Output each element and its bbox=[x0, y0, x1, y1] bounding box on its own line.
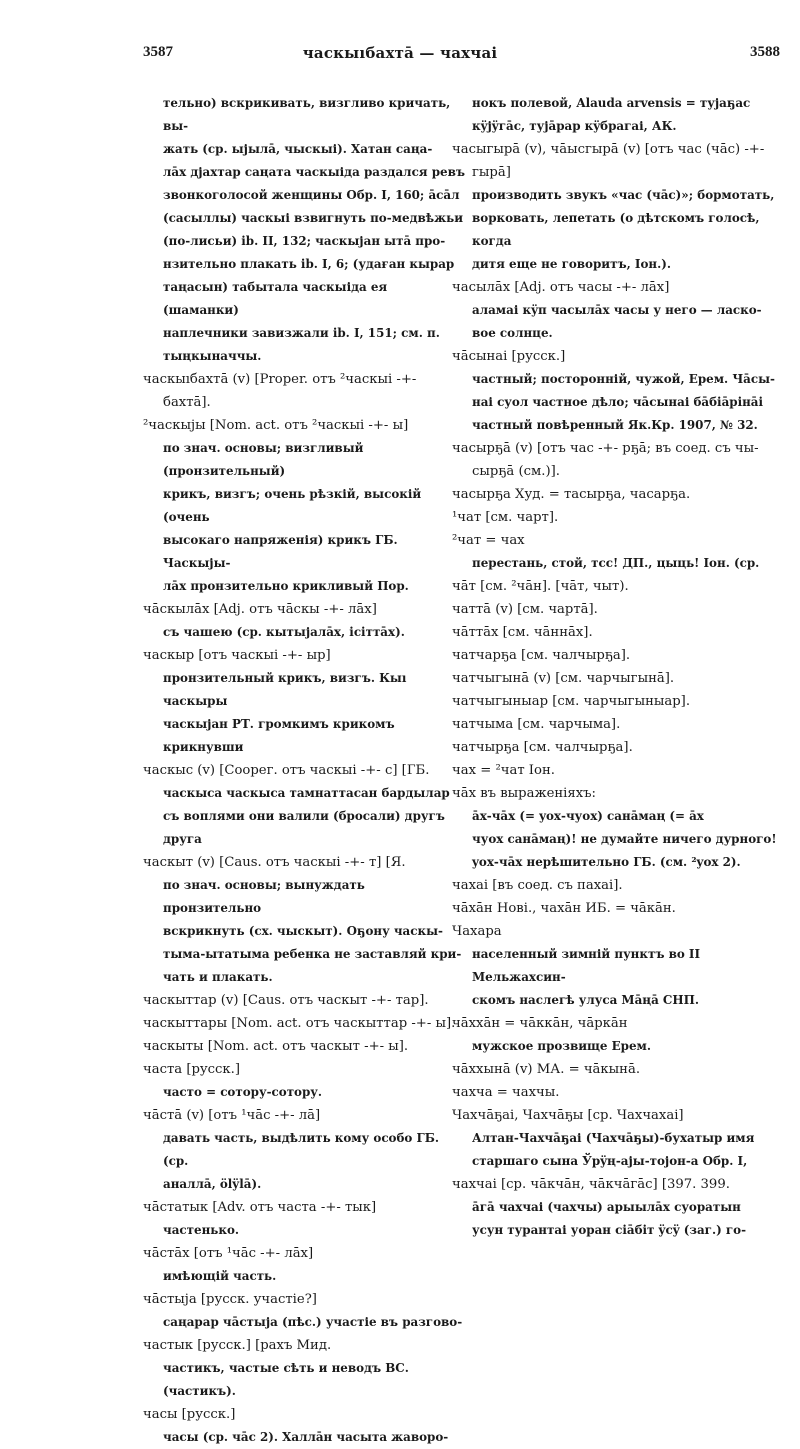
dictionary-definition-line: āгā чахчаі (чахчы) арыылāх суоратын bbox=[472, 1200, 741, 1214]
dictionary-definition-line: высокаго напряженія) крикъ ГБ. Часкыјы- bbox=[163, 533, 398, 570]
dictionary-headword-line: чāстāх [отъ ¹чāс -+- лāх] bbox=[143, 1246, 314, 1261]
dictionary-definition-line: чуох санāмаң)! не думайте ничего дурного! bbox=[472, 832, 777, 846]
dictionary-headword-line: часкыттары [Nom. act. отъ часкыттар -+- ы]. bbox=[143, 1016, 456, 1031]
dictionary-definition-line: населенный зимній пунктъ во II Мельжахсин- bbox=[472, 947, 701, 984]
dictionary-definition-line: звонкоголосой женщины Обр. I, 160; āсāл bbox=[163, 188, 460, 202]
dictionary-headword-line: Чахара bbox=[452, 924, 502, 939]
dictionary-headword-line: часкыт (v) [Caus. отъ часкыі -+- т] [Я. bbox=[143, 855, 406, 870]
dictionary-headword-line: чāстыја [русск. участіе?] bbox=[143, 1292, 317, 1307]
dictionary-headword-line: ²чат = чах bbox=[452, 533, 525, 548]
dictionary-headword-line: часта [русск.] bbox=[143, 1062, 241, 1077]
dictionary-headword-line: часкыттар (v) [Caus. отъ часкыт -+- тар]. bbox=[143, 993, 429, 1008]
dictionary-definition-line: жать (ср. ыјылā, чыскыі). Хатан саңа- bbox=[163, 142, 433, 156]
page-number-left: 3587 bbox=[143, 44, 173, 60]
dictionary-definition-line: старшаго сына Ўрÿң-ајы-тојон-а Обр. I, bbox=[472, 1154, 748, 1168]
dictionary-definition-line: нзительно плакать ib. I, 6; (удаған кырар bbox=[163, 257, 455, 271]
dictionary-definition-line: усун турантаі уоран сiāбiт ÿсÿ (заг.) го- bbox=[472, 1223, 747, 1237]
dictionary-headword-line: чатчарҕа [см. чалчырҕа]. bbox=[452, 648, 631, 663]
dictionary-definition-line: аламаі кÿп часылāх часы у него — ласко- bbox=[472, 303, 762, 317]
dictionary-definition-line: вскрикнуть (сх. чыскыт). Оҕону часкы- bbox=[163, 924, 443, 938]
dictionary-headword-line: чāх въ выраженіяхъ: bbox=[452, 786, 596, 801]
dictionary-definition-line: частный; посторонній, чужой, Ерем. Чāсы- bbox=[472, 372, 775, 386]
dictionary-headword-line: часырҕа Худ. = тасырҕа, часарҕа. bbox=[452, 487, 691, 502]
dictionary-definition-line: лāх дјахтар саңата часкыіда раздался ревъ bbox=[163, 165, 465, 179]
dictionary-definition-line: чать и плакать. bbox=[163, 970, 273, 984]
dictionary-headword-line: чāскылāх [Adj. отъ чāскы -+- лāх] bbox=[143, 602, 377, 617]
dictionary-definition-line: нокъ полевой, Alauda arvensis = тујаҕас bbox=[472, 96, 751, 110]
page-header bbox=[0, 44, 800, 74]
dictionary-definition-line: аналлā, ölÿlā). bbox=[163, 1177, 262, 1191]
dictionary-definition-line: кÿјÿгāс, тујāрар кÿбрагаі, АК. bbox=[472, 119, 677, 133]
dictionary-headword-line: чахча = чахчы. bbox=[452, 1085, 560, 1100]
dictionary-definition-line: сырҕā (см.)]. bbox=[472, 464, 560, 479]
dictionary-headword-line: чахчаі [ср. чāкчāн, чāкчāгāс] [397. 399. bbox=[452, 1177, 730, 1192]
dictionary-definition-line: (по-лисьи) ib. II, 132; часкыјан ытā про- bbox=[163, 234, 446, 248]
dictionary-definition-line: скомъ наслегѣ улуса Мāңā СНП. bbox=[472, 993, 699, 1007]
dictionary-definition-line: лāх пронзительно крикливый Пор. bbox=[163, 579, 409, 593]
dictionary-definition-line: часкыјан РТ. громкимъ крикомъ крикнувши bbox=[163, 717, 395, 754]
dictionary-definition-line: наі суол частное дѣло; чāсынаі бāбiāрiнāi bbox=[472, 395, 764, 409]
dictionary-definition-line: пронзительный крикъ, визгъ. Кыı часкыры bbox=[163, 671, 407, 708]
dictionary-definition-line: тельно) вскрикивать, визгливо кричать, вы- bbox=[163, 96, 451, 133]
dictionary-definition-line: саңарар чāстыја (пѣс.) участіе въ разгово- bbox=[163, 1315, 463, 1329]
dictionary-headword-line: чаттā (v) [см. чартā]. bbox=[452, 602, 598, 617]
dictionary-definition-line: мужское прозвище Ерем. bbox=[472, 1039, 652, 1053]
dictionary-headword-line: часыгырā (v), чāысгырā (v) [отъ час (чāс) -+- bbox=[452, 142, 765, 157]
dictionary-definition-line: Алтан-Чахчāҕаі (Чахчāҕы)-бухатыр имя bbox=[472, 1131, 755, 1145]
dictionary-definition-line: (сасыллы) часкыі взвигнуть по-медвѣжьи bbox=[163, 211, 464, 225]
dictionary-definition-line: бахтā]. bbox=[163, 395, 211, 410]
dictionary-headword-line: чатчырҕа [см. чалчырҕа]. bbox=[452, 740, 633, 755]
right-column bbox=[452, 92, 782, 1237]
dictionary-definition-line: тыма-ытатыма ребенка не заставляй кри- bbox=[163, 947, 462, 961]
dictionary-headword-line: чāт [см. ²чāн]. [чāт, чыт). bbox=[452, 579, 629, 594]
dictionary-headword-line: чатчыгынā (v) [см. чарчыгынā]. bbox=[452, 671, 675, 686]
dictionary-definition-line: вое солнце. bbox=[472, 326, 553, 340]
dictionary-headword-line: чāттāх [см. чāннāх]. bbox=[452, 625, 593, 640]
page-number-right: 3588 bbox=[750, 44, 780, 60]
dictionary-definition-line: гырā] bbox=[472, 165, 511, 180]
dictionary-definition-line: тыңкыначчы. bbox=[163, 349, 262, 363]
dictionary-definition-line: имѣющій часть. bbox=[163, 1269, 277, 1283]
dictionary-headword-line: Чахчāҕаі, Чахчāҕы [ср. Чахчахаі] bbox=[452, 1108, 684, 1123]
dictionary-headword-line: часылāх [Adj. отъ часы -+- лāх] bbox=[452, 280, 670, 295]
dictionary-headword-line: часкыıбахтā (v) [Proper. отъ ²часкыі -+- bbox=[143, 372, 417, 387]
dictionary-definition-line: частный повѣренный Як.Кр. 1907, № 32. bbox=[472, 418, 758, 432]
dictionary-headword-line: часырҕā (v) [отъ час -+- рҕā; въ соед. съ чы- bbox=[452, 441, 759, 456]
dictionary-definition-line: часкыса часкыса тамнаттасан бардылар bbox=[163, 786, 450, 800]
dictionary-definition-line: ворковать, лепетать (о дѣтскомъ голосѣ, когда bbox=[472, 211, 760, 248]
dictionary-definition-line: перестань, стой, тсс! ДП., цыць! Іон. (ср. bbox=[472, 556, 760, 570]
dictionary-definition-line: производить звукъ «час (чāс)»; бормотать, bbox=[472, 188, 775, 202]
dictionary-definition-line: давать часть, выдѣлить кому особо ГБ. (ср. bbox=[163, 1131, 439, 1168]
dictionary-definition-line: по знач. основы; визгливый (пронзительный) bbox=[163, 441, 364, 478]
dictionary-headword-line: чāххынā (v) МА. = чāкынā. bbox=[452, 1062, 641, 1077]
dictionary-definition-line: съ чашею (ср. кытыјалāх, iсiттāх). bbox=[163, 625, 405, 639]
running-title: часкыıбахтā — чахчаі bbox=[302, 44, 498, 62]
dictionary-headword-line: часкыр [отъ часкыі -+- ыр] bbox=[143, 648, 331, 663]
dictionary-headword-line: чахаі [въ соед. съ пахаі]. bbox=[452, 878, 623, 893]
dictionary-headword-line: ²часкыjы [Nom. act. отъ ²часкыі -+- ы] bbox=[143, 418, 409, 433]
dictionary-headword-line: чāсынаі [русск.] bbox=[452, 349, 566, 364]
dictionary-definition-line: дитя еще не говоритъ, Іон.). bbox=[472, 257, 671, 271]
dictionary-headword-line: часкыты [Nom. act. отъ часкыт -+- ы]. bbox=[143, 1039, 409, 1054]
dictionary-definition-line: āх-чāх (= yох-чуох) санāмаң (= āх bbox=[472, 809, 704, 823]
dictionary-headword-line: чатчыгыныар [см. чарчыгыныар]. bbox=[452, 694, 691, 709]
dictionary-headword-line: часы [русск.] bbox=[143, 1407, 236, 1422]
dictionary-definition-line: часы (ср. чāс 2). Халлāн часыта жаворо- bbox=[163, 1430, 449, 1444]
dictionary-definition-line: по знач. основы; вынуждать пронзительно bbox=[163, 878, 365, 915]
dictionary-definition-line: таңасын) табытала часкыіда ея (шаманки) bbox=[163, 280, 388, 317]
left-column bbox=[143, 92, 465, 1444]
dictionary-definition-line: крикъ, визгъ; очень рѣзкій, высокій (очень bbox=[163, 487, 422, 524]
dictionary-headword-line: чāхāн Нові., чахāн ИБ. = чāкāн. bbox=[452, 901, 676, 916]
dictionary-headword-line: чāстā (v) [отъ ¹чāс -+- лā] bbox=[143, 1108, 321, 1123]
dictionary-headword-line: чатчыма [см. чарчыма]. bbox=[452, 717, 621, 732]
dictionary-headword-line: чāстатык [Adv. отъ часта -+- тык] bbox=[143, 1200, 377, 1215]
dictionary-definition-line: yох-чāх нерѣшительно ГБ. (см. ²yох 2). bbox=[472, 855, 741, 869]
dictionary-headword-line: ¹чат [см. чарт]. bbox=[452, 510, 559, 525]
dictionary-headword-line: частык [русск.] [рахъ Мид. bbox=[143, 1338, 332, 1353]
dictionary-headword-line: часкыс (v) [Coopег. отъ часкыі -+- с] [ГБ. bbox=[143, 763, 430, 778]
dictionary-definition-line: частикъ, частые сѣть и неводъ ВС. (частикъ). bbox=[163, 1361, 409, 1398]
dictionary-definition-line: съ воплями они валили (бросали) другъ друга bbox=[163, 809, 445, 846]
dictionary-headword-line: чāххāн = чāккāн, чāркāн bbox=[452, 1016, 628, 1031]
dictionary-headword-line: чах = ²чат Іон. bbox=[452, 763, 555, 778]
dictionary-definition-line: часто = сотору-сотору. bbox=[163, 1085, 323, 1099]
dictionary-definition-line: частенько. bbox=[163, 1223, 240, 1237]
dictionary-definition-line: наплечники завизжали ib. I, 151; см. п. bbox=[163, 326, 440, 340]
